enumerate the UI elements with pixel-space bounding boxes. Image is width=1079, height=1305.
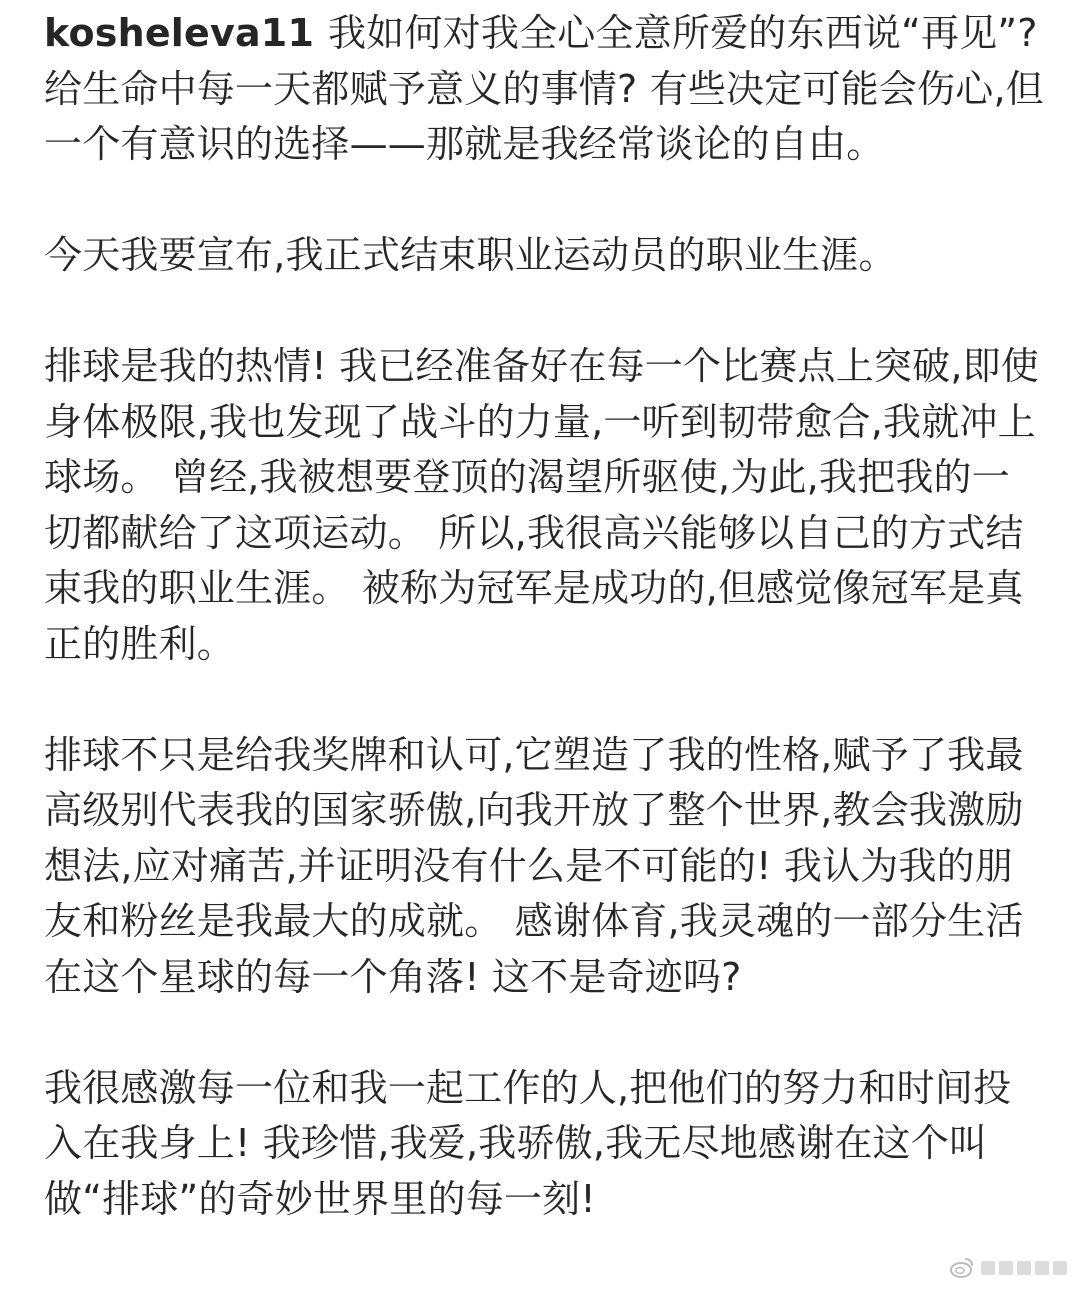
caption-paragraph-1 — [44, 6, 1044, 173]
watermark — [947, 1253, 1073, 1283]
post-caption — [44, 6, 1044, 1283]
watermark-mark — [981, 1261, 1067, 1275]
caption-paragraph-2: 今天我要宣布,我正式结束职业运动员的职业生涯。 — [44, 233, 897, 277]
caption-paragraph-5: 我很感激每一位和我一起工作的人,把他们的努力和时间投入在我身上! 我珍惜,我爱,我骄傲,我无尽地感谢在这个叫做“排球”的奇妙世界里的每一刻! — [44, 1065, 1012, 1221]
username-link[interactable]: kosheleva11 — [44, 11, 315, 55]
caption-paragraph-3: 排球是我的热情! 我已经准备好在每一个比赛点上突破,即使身体极限,我也发现了战斗的力量,一听到韧带愈合,我就冲上球场。 曾经,我被想要登顶的渴望所驱使,为此,我把我的一切都献给了这项运动。 所以,我很高兴能够以自己的方式结束我的职业生涯。 被称为冠军是成功的,但感觉像冠军是真正的胜利。 — [44, 344, 1039, 666]
caption-paragraph-4: 排球不只是给我奖牌和认可,它塑造了我的性格,赋予了我最高级别代表我的国家骄傲,向我开放了整个世界,教会我激励想法,应对痛苦,并证明没有什么是不可能的! 我认为我的朋友和粉丝是我最大的成就。 感谢体育,我灵魂的一部分生活在这个星球的每一个角落! 这不是奇迹吗? — [44, 732, 1024, 999]
paragraph-text: 我如何对我全心全意所爱的东西说“再见”? 给生命中每一天都赋予意义的事情? 有些决定可能会伤心,但一个有意识的选择——那就是我经常谈论的自由。 — [44, 11, 1044, 166]
weibo-logo-icon — [949, 1255, 975, 1281]
